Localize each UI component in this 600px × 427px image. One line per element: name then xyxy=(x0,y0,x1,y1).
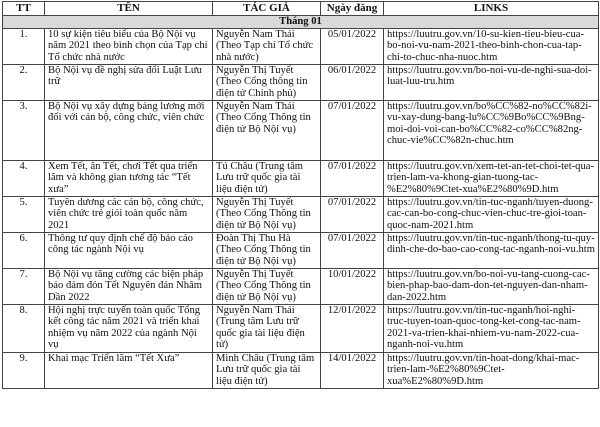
article-author: Nguyễn Nam Thái (Trung tâm Lưu trữ quốc gia tài liệu điện tử) xyxy=(213,304,321,352)
table-row xyxy=(3,352,599,388)
row-number: 1. xyxy=(3,28,45,64)
table-row xyxy=(3,232,599,268)
article-link[interactable]: https://luutru.gov.vn/10-su-kien-tieu-bieu-cua-bo-noi-vu-nam-2021-theo-binh-chon-cua-tap-chi-to-chuc-nha-nuoc.htm xyxy=(384,28,599,64)
article-author: Đoàn Thị Thu Hà (Theo Cổng Thông tin điện tử Bộ Nội vụ) xyxy=(213,232,321,268)
publish-date: 07/01/2022 xyxy=(321,196,384,232)
row-number: 5. xyxy=(3,196,45,232)
table-row xyxy=(3,100,599,160)
header-tt: TT xyxy=(3,2,45,16)
article-author: Nguyễn Nam Thái (Theo Cổng Thông tin điện tử Bộ Nội vụ) xyxy=(213,100,321,160)
article-title: Hội nghị trực tuyến toàn quốc Tổng kết công tác năm 2021 và triển khai nhiệm vụ năm 2022 của ngành Nội vụ xyxy=(45,304,213,352)
row-number: 7. xyxy=(3,268,45,304)
article-author: Minh Châu (Trung tâm Lưu trữ quốc gia tài liệu điện tử) xyxy=(213,352,321,388)
table-row xyxy=(3,64,599,100)
article-title: 10 sự kiện tiêu biểu của Bộ Nội vụ năm 2021 theo bình chọn của Tạp chí Tổ chức nhà nước xyxy=(45,28,213,64)
header-ten: TÊN xyxy=(45,2,213,16)
table-row xyxy=(3,196,599,232)
publish-date: 07/01/2022 xyxy=(321,232,384,268)
article-author: Tú Châu (Trung tâm Lưu trữ quốc gia tài liệu điện tử) xyxy=(213,160,321,196)
header-tacgia: TÁC GIẢ xyxy=(213,2,321,16)
month-row xyxy=(3,16,599,29)
table-row xyxy=(3,304,599,352)
publish-date: 06/01/2022 xyxy=(321,64,384,100)
article-title: Bộ Nội vụ tăng cường các biện pháp bảo đảm đón Tết Nguyên đán Nhâm Dần 2022 xyxy=(45,268,213,304)
row-number: 8. xyxy=(3,304,45,352)
table-row xyxy=(3,28,599,64)
article-author: Nguyễn Thị Tuyết (Theo Cổng thông tin điện tử Chính phủ) xyxy=(213,64,321,100)
row-number: 9. xyxy=(3,352,45,388)
articles-table xyxy=(2,1,599,389)
article-link[interactable]: https://luutru.gov.vn/tin-tuc-nganh/hoi-nghi-truc-tuyen-toan-quoc-tong-ket-cong-tac-nam-2021-va-trien-khai-nhiem-vu-nam-2022-cua-nganh-noi-vu.htm xyxy=(384,304,599,352)
publish-date: 07/01/2022 xyxy=(321,160,384,196)
publish-date: 12/01/2022 xyxy=(321,304,384,352)
article-title: Khai mạc Triển lãm “Tết Xưa” xyxy=(45,352,213,388)
publish-date: 14/01/2022 xyxy=(321,352,384,388)
publish-date: 10/01/2022 xyxy=(321,268,384,304)
article-author: Nguyễn Thị Tuyết (Theo Cổng Thông tin điện tử Bộ Nội vụ) xyxy=(213,196,321,232)
article-author: Nguyễn Thị Tuyết (Theo Cổng Thông tin điện tử Bộ Nội vụ) xyxy=(213,268,321,304)
row-number: 4. xyxy=(3,160,45,196)
header-links: LINKS xyxy=(384,2,599,16)
article-title: Xem Tết, ăn Tết, chơi Tết qua triển lãm và không gian tương tác “Tết xưa” xyxy=(45,160,213,196)
article-title: Bộ Nội vụ xây dựng bảng lương mới đối với cán bộ, công chức, viên chức xyxy=(45,100,213,160)
table-row xyxy=(3,268,599,304)
table-row xyxy=(3,160,599,196)
header-row xyxy=(3,2,599,16)
publish-date: 05/01/2022 xyxy=(321,28,384,64)
article-title: Tuyên dương các cán bộ, công chức, viên chức trẻ giỏi toàn quốc năm 2021 xyxy=(45,196,213,232)
header-ngaydang: Ngày đăng xyxy=(321,2,384,16)
article-author: Nguyễn Nam Thái (Theo Tạp chí Tổ chức nhà nước) xyxy=(213,28,321,64)
article-title: Thông tư quy định chế độ báo cáo công tác ngành Nội vụ xyxy=(45,232,213,268)
article-link[interactable]: https://luutru.gov.vn/tin-tuc-nganh/tuyen-duong-cac-can-bo-cong-chuc-vien-chuc-tre-gioi-toan-quoc-nam-2021.htm xyxy=(384,196,599,232)
publish-date: 07/01/2022 xyxy=(321,100,384,160)
row-number: 3. xyxy=(3,100,45,160)
article-link[interactable]: https://luutru.gov.vn/tin-hoat-dong/khai-mac-trien-lam-%E2%80%9Ctet-xua%E2%80%9D.htm xyxy=(384,352,599,388)
row-number: 2. xyxy=(3,64,45,100)
article-link[interactable]: https://luutru.gov.vn/bo-noi-vu-de-nghi-sua-doi-luat-luu-tru.htm xyxy=(384,64,599,100)
article-title: Bộ Nội vụ đề nghị sửa đổi Luật Lưu trữ xyxy=(45,64,213,100)
month-label: Tháng 01 xyxy=(3,16,599,29)
article-link[interactable]: https://luutru.gov.vn/bo-noi-vu-tang-cuong-cac-bien-phap-bao-dam-don-tet-nguyen-dan-nham-dan-2022.htm xyxy=(384,268,599,304)
article-link[interactable]: https://luutru.gov.vn/xem-tet-an-tet-choi-tet-qua-trien-lam-va-khong-gian-tuong-tac-%E2%80%9Ctet-xua%E2%80%9D.htm xyxy=(384,160,599,196)
article-link[interactable]: https://luutru.gov.vn/bo%CC%82-no%CC%82i-vu-xay-dung-bang-lu%CC%9Bo%CC%9Bng-moi-doi-voi-can-bo%CC%82-co%CC%82ng-chuc-vie%CC%82n-chuc.htm xyxy=(384,100,599,160)
article-link[interactable]: https://luutru.gov.vn/tin-tuc-nganh/thong-tu-quy-dinh-che-do-bao-cao-cong-tac-nganh-noi-vu.htm xyxy=(384,232,599,268)
row-number: 6. xyxy=(3,232,45,268)
